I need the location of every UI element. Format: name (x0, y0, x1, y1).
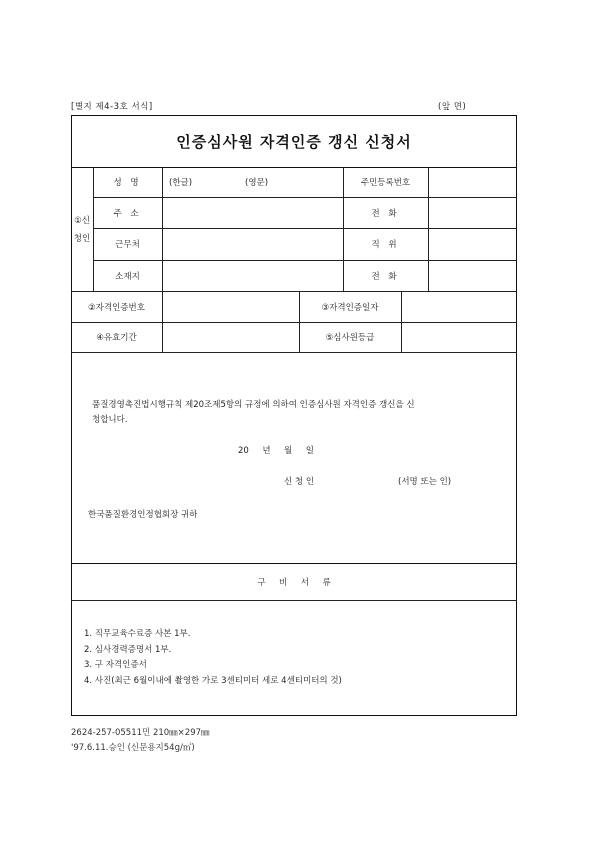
documents-heading: 구 비 서 류 (257, 577, 331, 588)
name-korean-label: (한글) (169, 178, 193, 188)
section-divider (71, 600, 517, 601)
phone-label: 전 화 (371, 208, 400, 219)
documents-list (84, 627, 342, 689)
name-english-label: (영문) (245, 178, 269, 188)
list-item: 4. 사진(최근 6월이내에 촬영한 가로 3센티미터 세로 4센티미터의 것) (84, 675, 342, 686)
position-field[interactable] (428, 228, 517, 260)
statement-line-2: 청합니다. (92, 415, 128, 425)
recipient: 한국품질환경인정협회장 귀하 (88, 510, 198, 520)
cert-date-label: ③자격인증일자 (321, 302, 379, 313)
grade-label: ⑤심사원등급 (325, 333, 375, 343)
form-code: 2624-257-05511민 210㎜×297㎜ (71, 728, 210, 738)
form-title: 인증심사원 자격인증 갱신 신청서 (176, 132, 412, 151)
cert-date-field[interactable] (401, 291, 517, 322)
applicant-section-label: ①신 (74, 216, 90, 226)
workplace-label: 근무처 (115, 240, 140, 250)
name-label: 성 명 (113, 178, 142, 188)
workplace-field[interactable] (162, 228, 343, 260)
statement-line-1: 품질경영촉진법시행규칙 제20조제5항의 규정에 의하여 인증심사원 자격인증 갱신을 신 (92, 400, 415, 410)
rrn-label: 주민등록번호 (360, 178, 411, 188)
applicant-section-label: 청인 (73, 234, 91, 244)
applicant-signature-label: 신 청 인 (284, 477, 315, 487)
approval-note: '97.6.11.승인 (신문용지54g/㎡) (71, 743, 195, 753)
row-divider (71, 352, 517, 353)
signature-hint: (서명 또는 인) (398, 477, 452, 487)
form-reference: [별지 제4-3호 서식] (71, 102, 153, 112)
validity-label: ④유효기간 (96, 333, 137, 343)
address-label: 주 소 (113, 208, 142, 219)
cert-number-field[interactable] (162, 291, 299, 322)
cert-number-label: ②자격인증번호 (88, 302, 145, 313)
phone2-label: 전 화 (371, 271, 400, 282)
validity-field[interactable] (162, 322, 299, 352)
location-field[interactable] (162, 260, 343, 291)
grade-field[interactable] (401, 322, 517, 352)
application-date: 20 년 월 일 (238, 446, 314, 456)
list-item: 3. 구 자격인증서 (84, 660, 147, 670)
rrn-field[interactable] (428, 167, 517, 197)
position-label: 직 위 (371, 240, 400, 250)
list-item: 1. 직무교육수료증 사본 1부. (84, 629, 191, 639)
page-side-label: (앞 면) (438, 102, 467, 112)
phone-field[interactable] (428, 197, 517, 228)
address-field[interactable] (162, 197, 343, 228)
location-label: 소재지 (115, 271, 140, 282)
phone2-field[interactable] (428, 260, 517, 291)
list-item: 2. 심사경력증명서 1부. (84, 644, 172, 655)
